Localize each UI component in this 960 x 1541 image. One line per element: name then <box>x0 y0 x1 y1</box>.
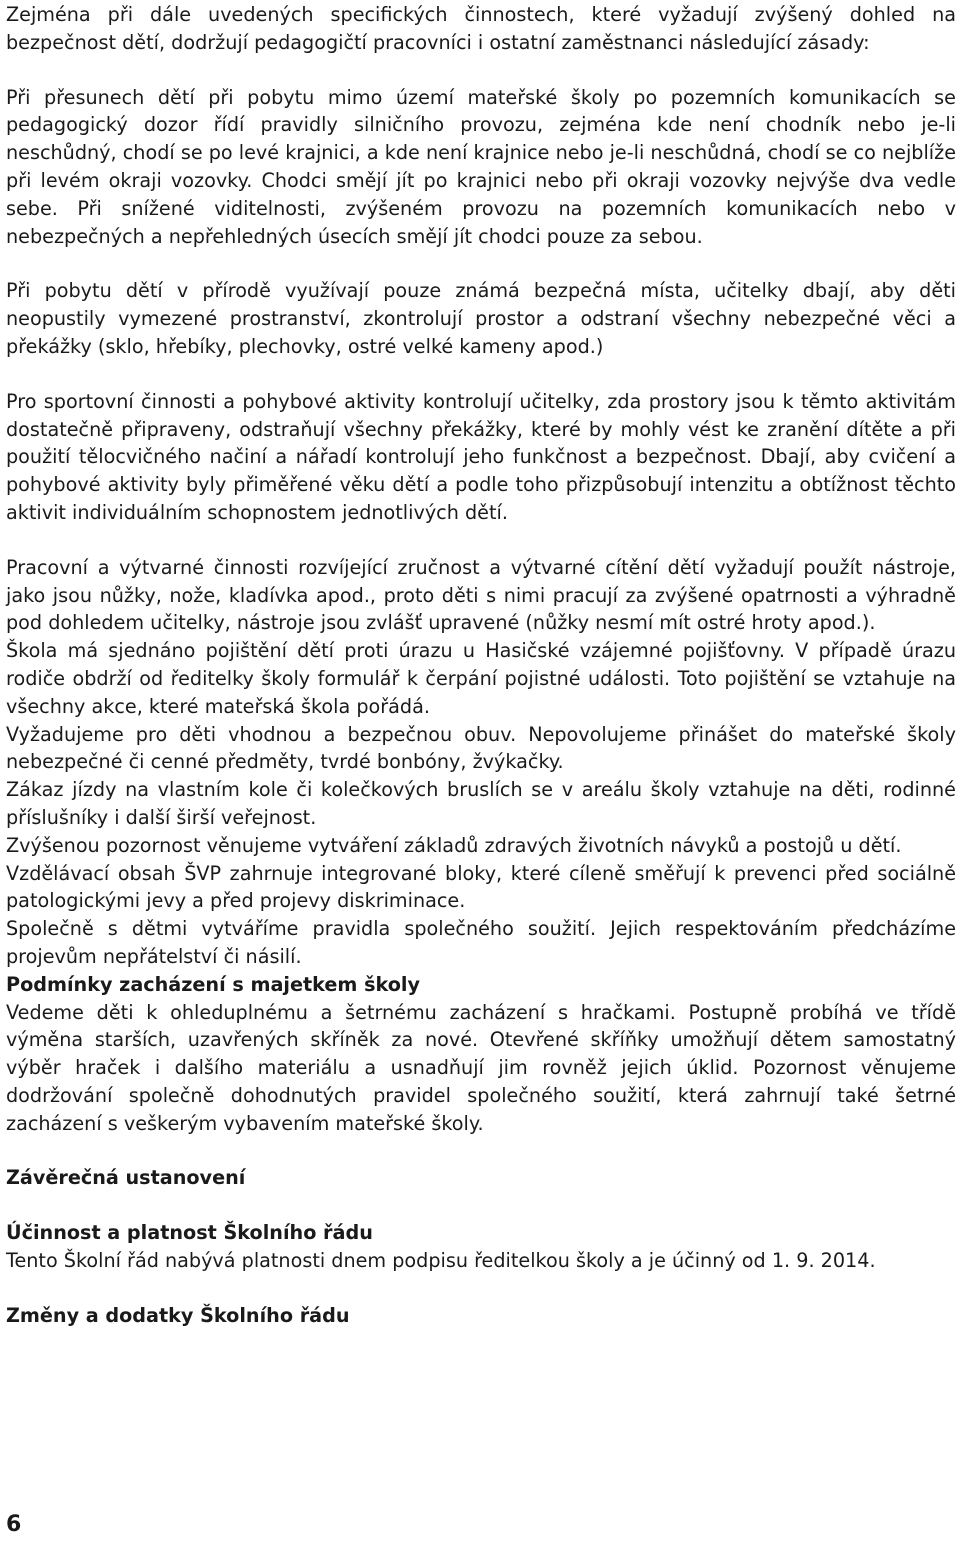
intro-paragraph: Zejména při dále uvedených specifických činnostech, které vyžadují zvýšený dohled na bezpečnost dětí, dodržují pedagogičtí pracovníci i ostatní zaměstnanci následující zásady: <box>6 3 956 54</box>
insurance-paragraph: Škola má sjednáno pojištění dětí proti úrazu u Hasičské vzájemné pojišťovny. V případě úrazu rodiče obdrží od ředitelky školy formulář k čerpání pojistné události. Toto pojištění se vztahuje na všechny akce, které mateřská škola pořádá. <box>6 639 956 718</box>
page-number: 6 <box>6 1512 22 1537</box>
svp-paragraph: Vzdělávací obsah ŠVP zahrnuje integrované bloky, které cíleně směřují k prevenci před sociálně patologickými jevy a před projevy diskriminace. <box>6 861 956 913</box>
craft-paragraph: Pracovní a výtvarné činnosti rozvíjející zručnost a výtvarné cítění dětí vyžadují použít nástroje, jako jsou nůžky, nože, kladívka apod., proto děti s nimi pracují za zvýšené opatrnosti a výhradně pod dohledem učitelky, nástroje jsou zvlášť upravené (nůžky nesmí mít ostré hroty apod.). <box>6 555 956 635</box>
changes-heading: Změny a dodatky Školního řádu <box>6 1303 350 1327</box>
habits-paragraph: Zvýšenou pozornost věnujeme vytváření základů zdravých životních návyků a postojů u dětí. <box>6 833 902 857</box>
bike-ban-paragraph: Zákaz jízdy na vlastním kole či kolečkových bruslích se v areálu školy vztahuje na děti, rodinné příslušníky i další širší veřejnost. <box>6 778 956 829</box>
final-provisions-heading: Závěrečná ustanovení <box>6 1166 246 1190</box>
property-paragraph: Vedeme děti k ohleduplnému a šetrnému zacházení s hračkami. Postupně probíhá ve třídě výměna starších, uzavřených skříněk za nové. Otevřené skříňky umožňují dětem samostatný výběr hraček i dalšího materiálu a usnadňují jim rovněž jejich úklid. Pozornost věnujeme dodržování společně dohodnutých pravidel společného soužití, která zahrnují také šetrné zacházení s veškerým vybavením mateřské školy. <box>6 1000 956 1135</box>
rules-paragraph: Společně s dětmi vytváříme pravidla společného soužití. Jejich respektováním předcházíme projevům nepřátelství či násilí. <box>6 917 956 968</box>
document-page <box>6 0 956 1330</box>
property-heading: Podmínky zacházení s majetkem školy <box>6 972 421 996</box>
nature-paragraph: Při pobytu dětí v přírodě využívají pouze známá bezpečná místa, učitelky dbají, aby děti neopustily vymezené prostranství, zkontrolují prostor a odstraní všechny nebezpečné věci a překážky (sklo, hřebíky, plechovky, ostré velké kameny apod.) <box>6 279 956 358</box>
transport-paragraph: Při přesunech dětí při pobytu mimo území mateřské školy po pozemních komunikacích se pedagogický dozor řídí pravidly silničního provozu, zejména kde není chodník nebo je-li neschůdný, chodí se po levé krajnici, a kde není krajnice nebo je-li neschůdná, chodí se co nejblíže při levém okraji vozovky. Chodci smějí jít po krajnici nebo při okraji vozovky nejvýše dva vedle sebe. Při snížené viditelnosti, zvýšeném provozu na pozemních komunikacích nebo v nebezpečných a nepřehledných úsecích smějí jít chodci pouze za sebou. <box>6 85 956 248</box>
footwear-paragraph: Vyžadujeme pro děti vhodnou a bezpečnou obuv. Nepovolujeme přinášet do mateřské školy nebezpečné či cenné předměty, tvrdé bonbóny, žvýkačky. <box>6 722 956 774</box>
validity-heading: Účinnost a platnost Školního řádu <box>6 1221 373 1245</box>
sport-paragraph: Pro sportovní činnosti a pohybové aktivity kontrolují učitelky, zda prostory jsou k těmto aktivitám dostatečně připraveny, odstraňují všechny překážky, které by mohly vést ke zranění dítěte a při použití tělocvičného načiní a nářadí kontrolují jeho funkčnost a bezpečnost. Dbají, aby cvičení a pohybové aktivity byly přiměřené věku dětí a podle toho přizpůsobují intenzitu a obtížnost těchto aktivit individuálním schopnostem jednotlivých dětí. <box>6 389 956 524</box>
validity-paragraph: Tento Školní řád nabývá platnosti dnem podpisu ředitelkou školy a je účinný od 1. 9. 2014. <box>6 1249 876 1273</box>
